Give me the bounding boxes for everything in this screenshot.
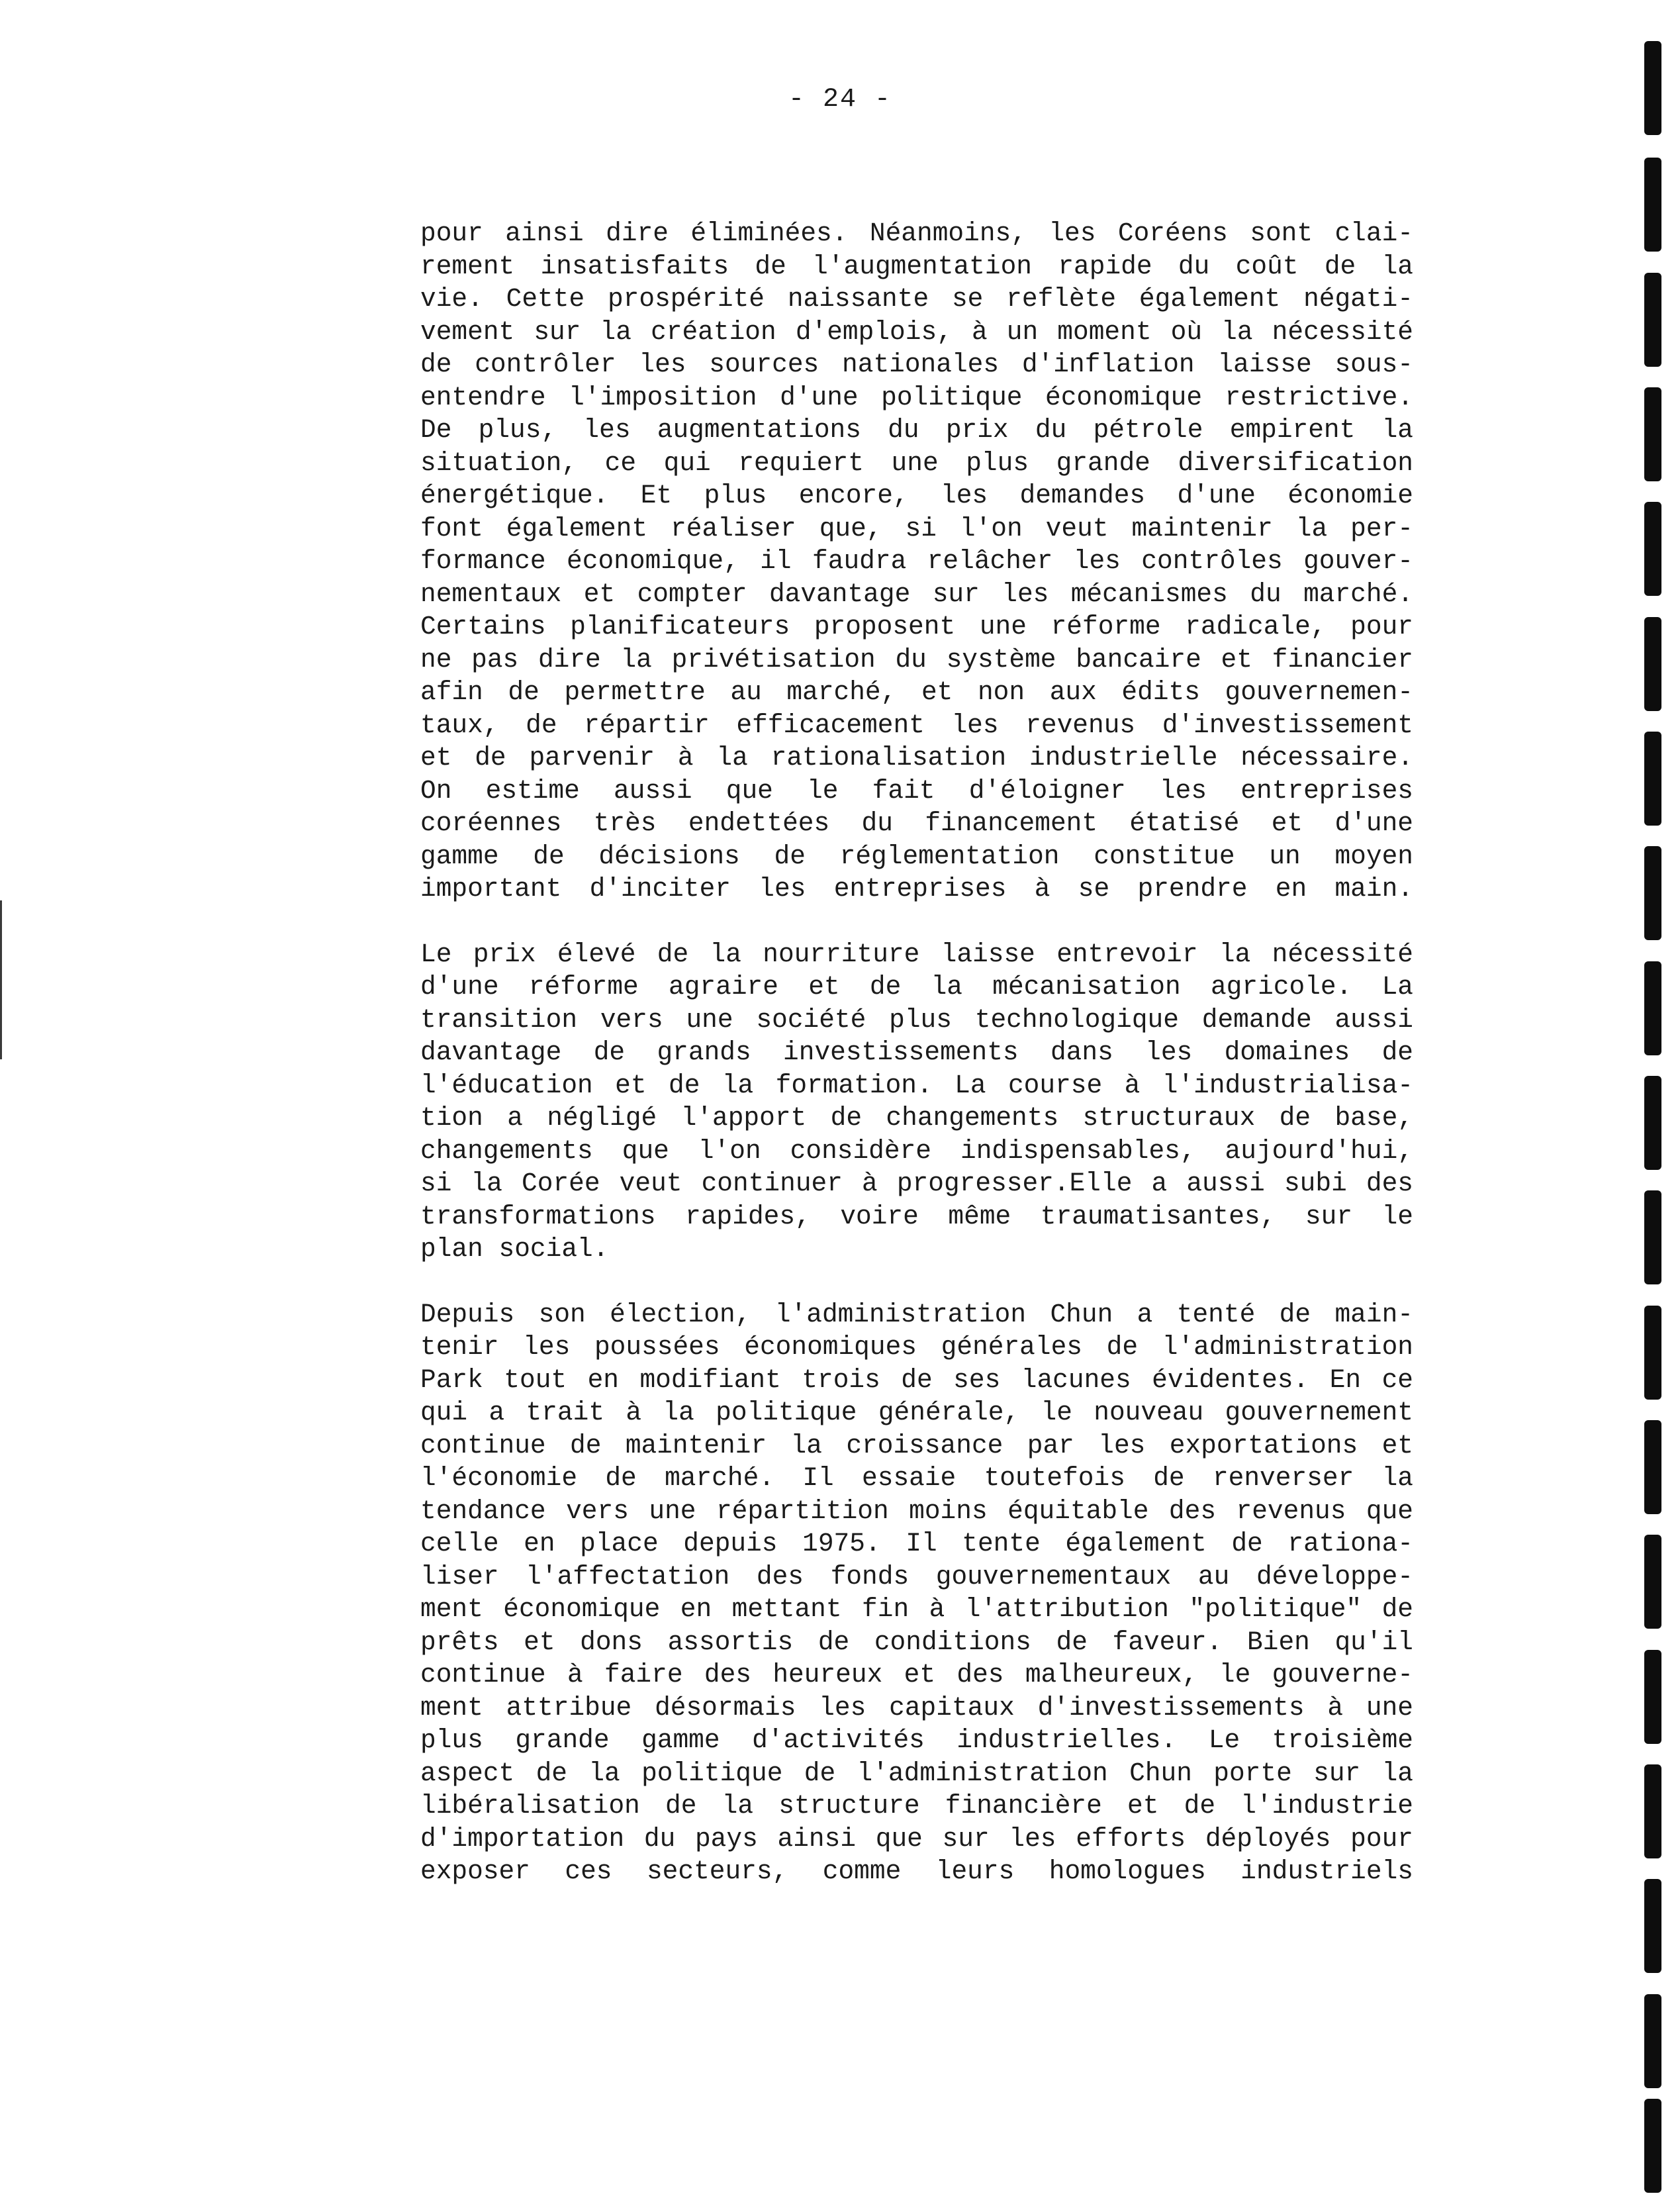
binding-hole-mark bbox=[1644, 41, 1661, 135]
text-line: taux, de répartir efficacement les revenus d'investissement bbox=[420, 710, 1413, 740]
binding-hole-mark bbox=[1644, 1420, 1661, 1514]
binding-hole-mark bbox=[1644, 1306, 1661, 1400]
text-line: On estime aussi que le fait d'éloigner les entreprises bbox=[420, 775, 1413, 806]
text-line: tion a négligé l'apport de changements structuraux de base, bbox=[420, 1103, 1413, 1133]
text-line: nementaux et compter davantage sur les mécanismes du marché. bbox=[420, 579, 1413, 609]
text-line: Park tout en modifiant trois de ses lacunes évidentes. En ce bbox=[420, 1365, 1413, 1395]
binding-hole-mark bbox=[1644, 2099, 1661, 2193]
text-line: l'éducation et de la formation. La course à l'industrialisa- bbox=[420, 1070, 1413, 1100]
text-line: changements que l'on considère indispensables, aujourd'hui, bbox=[420, 1135, 1413, 1166]
text-line: ment économique en mettant fin à l'attribution "politique" de bbox=[420, 1594, 1413, 1624]
text-line: d'importation du pays ainsi que sur les efforts déployés pour bbox=[420, 1823, 1413, 1854]
binding-hole-mark bbox=[1644, 1190, 1661, 1284]
paragraph-3 bbox=[420, 1298, 1413, 1888]
binding-hole-mark bbox=[1644, 617, 1661, 711]
text-line: transition vers une société plus technologique demande aussi bbox=[420, 1004, 1413, 1035]
text-line: qui a trait à la politique générale, le nouveau gouvernement bbox=[420, 1398, 1413, 1427]
text-line: énergétique. Et plus encore, les demandes d'une économie bbox=[420, 481, 1413, 510]
text-line: gamme de décisions de réglementation constitue un moyen bbox=[420, 841, 1413, 871]
binding-hole-mark bbox=[1644, 502, 1661, 596]
binding-hole-mark bbox=[1644, 846, 1661, 940]
text-line: plus grande gamme d'activités industrielles. Le troisième bbox=[420, 1725, 1413, 1755]
text-line: ment attribue désormais les capitaux d'investissements à une bbox=[420, 1692, 1413, 1723]
text-line: et de parvenir à la rationalisation industrielle nécessaire. bbox=[420, 743, 1413, 773]
text-line: celle en place depuis 1975. Il tente également de rationa- bbox=[420, 1529, 1413, 1559]
text-line: libéralisation de la structure financière et de l'industrie bbox=[420, 1791, 1413, 1821]
binding-hole-mark bbox=[1644, 1764, 1661, 1858]
text-line: continue à faire des heureux et des malheureux, le gouverne- bbox=[420, 1660, 1413, 1690]
binding-hole-mark bbox=[1644, 158, 1661, 252]
text-line: rement insatisfaits de l'augmentation rapide du coût de la bbox=[420, 251, 1413, 281]
binding-hole-mark bbox=[1644, 1650, 1661, 1744]
binding-hole-mark bbox=[1644, 387, 1661, 481]
text-line: De plus, les augmentations du prix du pétrole empirent la bbox=[420, 415, 1413, 445]
text-line: Le prix élevé de la nourriture laisse entrevoir la nécessité bbox=[420, 939, 1413, 969]
text-line: exposer ces secteurs, comme leurs homologues industriels bbox=[420, 1856, 1413, 1886]
binding-hole-mark bbox=[1644, 1076, 1661, 1170]
text-line: Depuis son élection, l'administration Chun a tenté de main- bbox=[420, 1299, 1413, 1329]
binding-hole-mark bbox=[1644, 961, 1661, 1055]
page-number: - 24 - bbox=[788, 85, 892, 115]
binding-hole-mark bbox=[1644, 273, 1661, 367]
paragraph-1 bbox=[420, 217, 1413, 906]
text-line: de contrôler les sources nationales d'inflation laisse sous- bbox=[420, 350, 1413, 379]
text-line: afin de permettre au marché, et non aux édits gouvernemen- bbox=[420, 677, 1413, 707]
text-line: tendance vers une répartition moins équitable des revenus que bbox=[420, 1496, 1413, 1526]
text-line: prêts et dons assortis de conditions de faveur. Bien qu'il bbox=[420, 1627, 1413, 1657]
text-line: coréennes très endettées du financement étatisé et d'une bbox=[420, 808, 1413, 838]
text-line: vement sur la création d'emplois, à un moment où la nécessité bbox=[420, 316, 1413, 347]
text-line: formance économique, il faudra relâcher les contrôles gouver- bbox=[420, 546, 1413, 576]
binding-hole-mark bbox=[1644, 1879, 1661, 1973]
text-line: entendre l'imposition d'une politique économique restrictive. bbox=[420, 382, 1413, 412]
paragraph-2 bbox=[420, 938, 1413, 1266]
text-line: aspect de la politique de l'administration Chun porte sur la bbox=[420, 1758, 1413, 1788]
text-line: continue de maintenir la croissance par les exportations et bbox=[420, 1430, 1413, 1461]
text-line: Certains planificateurs proposent une réforme radicale, pour bbox=[420, 612, 1413, 642]
binding-holes bbox=[1627, 0, 1680, 2210]
body-text bbox=[420, 217, 1413, 1921]
binding-hole-mark bbox=[1644, 1994, 1661, 2088]
text-line: font également réaliser que, si l'on veut maintenir la per- bbox=[420, 513, 1413, 544]
text-line: pour ainsi dire éliminées. Néanmoins, les Coréens sont clai- bbox=[420, 218, 1413, 248]
text-line: tenir les poussées économiques générales de l'administration bbox=[420, 1332, 1413, 1362]
binding-hole-mark bbox=[1644, 732, 1661, 826]
text-line: vie. Cette prospérité naissante se reflète également négati- bbox=[420, 284, 1413, 314]
text-line: ne pas dire la privétisation du système bancaire et financier bbox=[420, 644, 1413, 675]
binding-hole-mark bbox=[1644, 1535, 1661, 1629]
text-line: important d'inciter les entreprises à se prendre en main. bbox=[420, 874, 1413, 904]
scan-left-edge-shadow bbox=[0, 900, 2, 1059]
text-line: plan social. bbox=[420, 1234, 609, 1264]
text-line: d'une réforme agraire et de la mécanisation agricole. La bbox=[420, 972, 1413, 1002]
text-line: si la Corée veut continuer à progresser.Elle a aussi subi des bbox=[420, 1169, 1413, 1198]
text-line: l'économie de marché. Il essaie toutefois de renverser la bbox=[420, 1463, 1413, 1493]
text-line: situation, ce qui requiert une plus grande diversification bbox=[420, 448, 1413, 478]
text-line: transformations rapides, voire même traumatisantes, sur le bbox=[420, 1201, 1413, 1231]
text-line: liser l'affectation des fonds gouvernementaux au développe- bbox=[420, 1561, 1413, 1592]
text-line: davantage de grands investissements dans les domaines de bbox=[420, 1037, 1413, 1067]
